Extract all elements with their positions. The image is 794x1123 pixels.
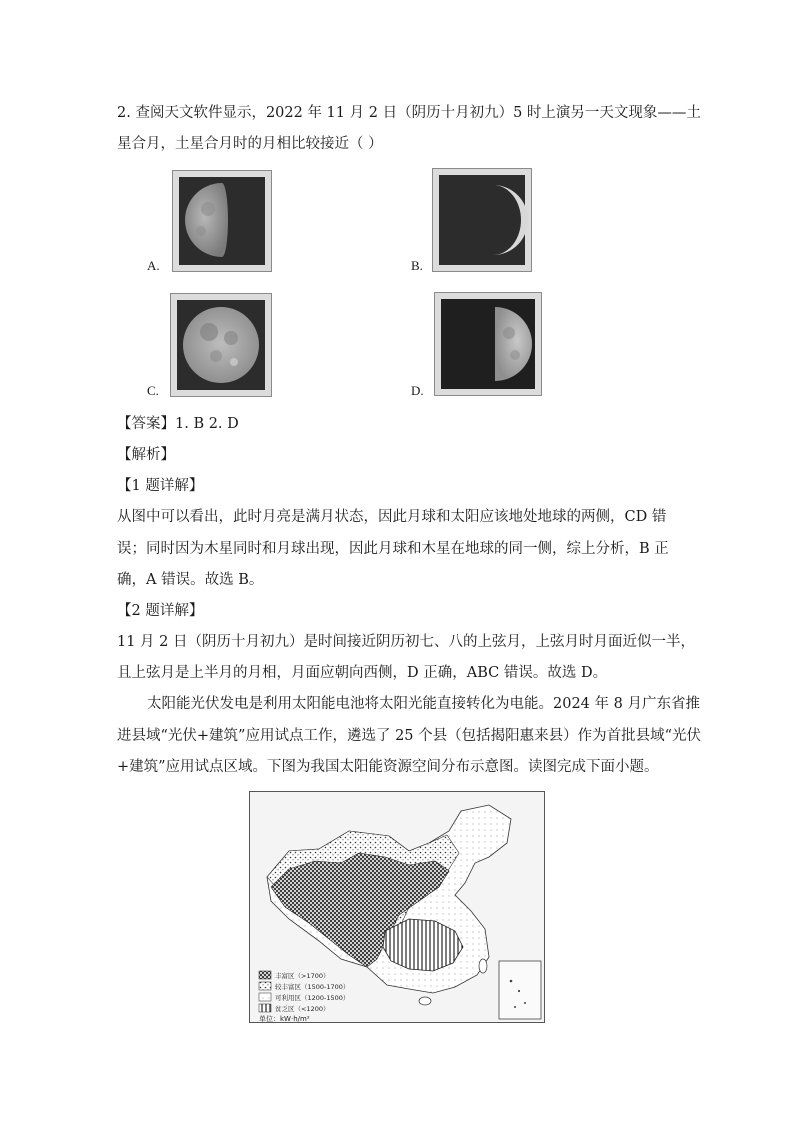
moon-c-icon <box>171 294 271 396</box>
legend-swatch-usable <box>259 993 271 1001</box>
q1-line-1: 从图中可以看出，此时月亮是满月状态，因此月球和太阳应该地处地球的两侧，CD 错 <box>117 509 667 525</box>
passage-line-3: +建筑”应用试点区域。下图为我国太阳能资源空间分布示意图。读图完成下面小题。 <box>117 759 659 775</box>
option-a-label: A. <box>147 258 160 273</box>
legend-swatch-poor <box>259 1004 271 1012</box>
legend-label-fair: 较丰富区（1500-1700） <box>275 983 350 991</box>
option-c-label: C. <box>147 383 159 398</box>
analysis-heading: 【解析】 <box>117 447 175 463</box>
answer-line: 【答案】1. B 2. D <box>117 416 239 432</box>
passage-line-2: 进县域“光伏+建筑”应用试点工作，遴选了 25 个县（包括揭阳惠来县）作为首批县域“光伏 <box>117 728 702 744</box>
option-a-image <box>172 170 272 272</box>
option-d-image <box>434 292 542 396</box>
passage-line-1: 太阳能光伏发电是利用太阳能电池将太阳光能直接转化为电能。2024 年 8 月广东省推 <box>147 696 700 712</box>
legend-label-poor: 贫乏区（<1200） <box>275 1005 330 1013</box>
q1-heading: 【1 题详解】 <box>117 478 204 494</box>
legend-label-rich: 丰富区（>1700） <box>275 972 330 980</box>
q1-line-3: 确，A 错误。故选 B。 <box>117 572 264 588</box>
legend-swatch-rich <box>259 971 271 979</box>
moon-a-icon <box>173 171 271 271</box>
q2-heading: 【2 题详解】 <box>117 603 204 619</box>
q2-line-2: 且上弦月是上半月的月相，月面应朝向西侧，D 正确，ABC 错误。故选 D。 <box>117 665 608 681</box>
south-china-sea-inset <box>499 961 541 1019</box>
q1-line-2: 误；同时因为木星同时和月球出现，因此月球和木星在地球的同一侧，综上分析，B 正 <box>117 541 669 557</box>
legend-label-usable: 可利用区（1200-1500） <box>275 994 350 1002</box>
legend-swatch-fair <box>259 982 271 990</box>
option-b-label: B. <box>411 258 423 273</box>
option-b-image <box>432 168 532 272</box>
question-line-1: 2. 查阅天文软件显示，2022 年 11 月 2 日（阴历十月初九）5 时上演另一天文现象——土 <box>117 105 701 121</box>
solar-resource-map <box>249 791 545 1023</box>
map-unit: 单位：kW·h/m² <box>259 1015 310 1023</box>
moon-d-icon <box>435 293 541 395</box>
q2-line-1: 11 月 2 日（阴历十月初九）是时间接近阴历初七、八的上弦月，上弦月时月面近似一半， <box>117 634 695 650</box>
moon-b-icon <box>433 169 531 271</box>
option-c-image <box>170 293 272 397</box>
question-line-2: 星合月，土星合月时的月相比较接近（ ） <box>117 136 383 152</box>
option-d-label: D. <box>411 383 424 398</box>
